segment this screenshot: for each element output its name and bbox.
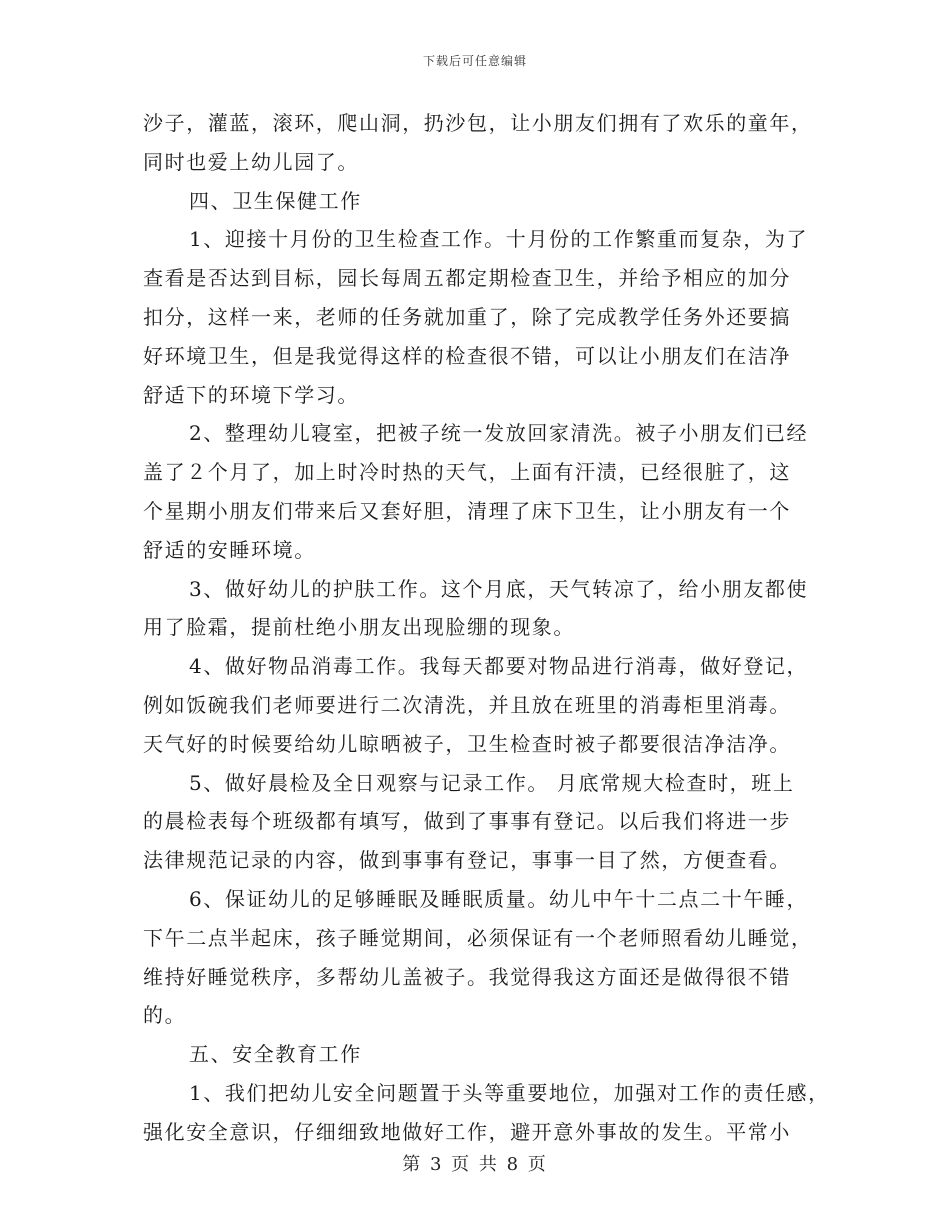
text-line: 扣分，这样一来，老师的任务就加重了，除了完成教学任务外还要搞 [143,304,791,329]
text-line: 强化安全意识，仔细细致地做好工作，避开意外事故的发生。平常小 [143,1119,791,1144]
text-line: 4、做好物品消毒工作。我每天都要对物品进行消毒，做好登记， [189,654,809,679]
text-line: 舒适的安睡环境。 [143,537,316,562]
text-line: 1、我们把幼儿安全问题置于头等重要地位，加强对工作的责任感， [189,1080,830,1105]
text-line: 四、卫生保健工作 [189,188,362,213]
text-line: 个星期小朋友们带来后又套好胆，清理了床下卫生，让小朋友有一个 [143,498,791,523]
text-line: 盖了２个月了，加上时冷时热的天气，上面有汗渍，已经很脏了，这 [143,460,791,485]
text-line: 2、整理幼儿寝室，把被子统一发放回家清洗。被子小朋友们已经 [189,421,809,446]
text-line: 五、安全教育工作 [189,1042,362,1067]
text-line: 好环境卫生，但是我觉得这样的检查很不错，可以让小朋友们在洁净 [143,343,791,368]
text-line: 沙子，灌蓝，滚环，爬山洞，扔沙包，让小朋友们拥有了欢乐的童年， [143,111,813,135]
text-line: 下午二点半起床，孩子睡觉期间，必须保证有一个老师照看幼儿睡觉， [143,925,813,950]
text-line: 法律规范记录的内容，做到事事有登记，事事一目了然，方便查看。 [143,848,791,873]
text-line: 用了脸霜，提前杜绝小朋友出现脸绷的现象。 [143,615,575,640]
text-line: 天气好的时候要给幼儿晾晒被子，卫生检查时被子都要很洁净洁净。 [143,731,791,756]
text-line: 的。 [143,1003,187,1028]
document-body [143,104,830,1152]
text-line: 例如饭碗我们老师要进行二次清洗，并且放在班里的消毒柜里消毒。 [143,692,791,717]
text-line: 的晨检表每个班级都有填写，做到了事事有登记。以后我们将进一步 [143,809,791,834]
text-line: 3、做好幼儿的护肤工作。这个月底，天气转凉了，给小朋友都使 [189,576,809,601]
text-line: 5、做好晨检及全日观察与记录工作。 月底常规大检查时，班上 [189,770,795,795]
text-line: 1、迎接十月份的卫生检查工作。十月份的工作繁重而复杂，为了 [189,227,809,252]
text-line: 6、保证幼儿的足够睡眠及睡眠质量。幼儿中午十二点二十午睡， [189,886,809,911]
page-header-note: 下载后可任意编辑 [422,54,527,68]
page-number: 第 3 页 共 8 页 [402,1154,548,1175]
text-line: 查看是否达到目标，园长每周五都定期检查卫生，并给予相应的加分 [143,266,791,291]
text-line: 舒适下的环境下学习。 [143,382,359,407]
text-line: 维持好睡觉秩序，多帮幼儿盖被子。我觉得我这方面还是做得很不错 [143,964,791,989]
text-line: 同时也爱上幼儿园了。 [143,149,359,174]
